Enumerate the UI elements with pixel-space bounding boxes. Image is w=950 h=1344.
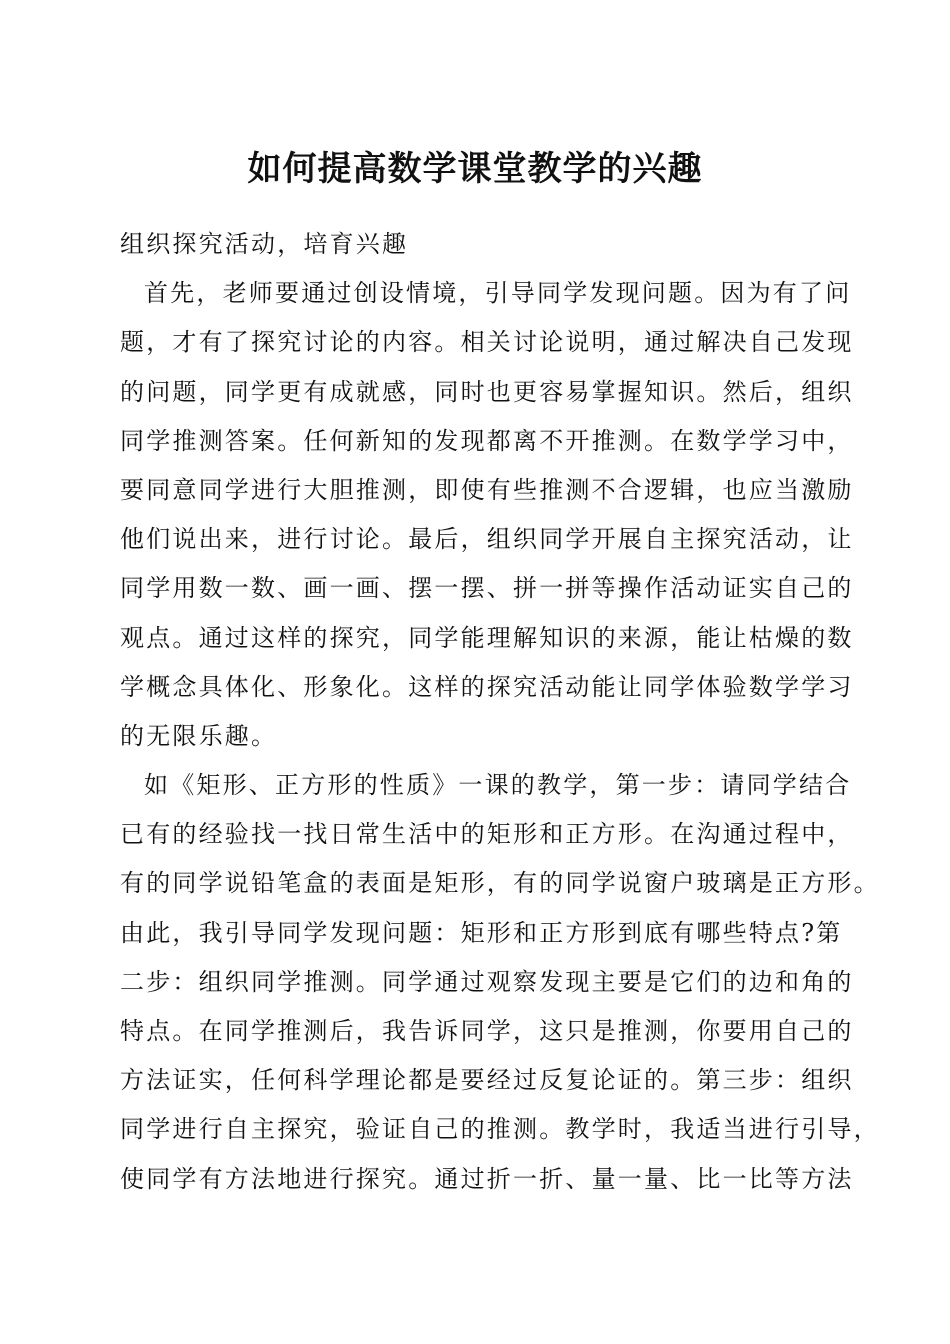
text-line: 如《矩形、正方形的性质》一课的教学，第一步：请同学结合 bbox=[144, 771, 852, 800]
text-line: 首先，老师要通过创设情境，引导同学发现问题。因为有了问 bbox=[144, 279, 852, 308]
text-line: 二步：组织同学推测。同学通过观察发现主要是它们的边和角的 bbox=[120, 967, 854, 996]
text-line: 要同意同学进行大胆推测，即使有些推测不合逻辑，也应当激励 bbox=[120, 475, 854, 504]
text-line: 方法证实，任何科学理论都是要经过反复论证的。第三步：组织 bbox=[120, 1066, 854, 1095]
text-line: 同学进行自主探究，验证自己的推测。教学时，我适当进行引导， bbox=[120, 1115, 880, 1144]
document-body bbox=[120, 220, 880, 1204]
text-line: 由此，我引导同学发现问题：矩形和正方形到底有哪些特点?第 bbox=[120, 918, 843, 947]
text-line: 题，才有了探究讨论的内容。相关讨论说明，通过解决自己发现 bbox=[120, 328, 854, 357]
text-line: 已有的经验找一找日常生活中的矩形和正方形。在沟通过程中， bbox=[120, 820, 854, 849]
text-line: 他们说出来，进行讨论。最后，组织同学开展自主探究活动，让 bbox=[120, 525, 854, 554]
text-line: 同学用数一数、画一画、摆一摆、拼一拼等操作活动证实自己的 bbox=[120, 574, 854, 603]
text-line: 的无限乐趣。 bbox=[120, 721, 278, 750]
text-line: 特点。在同学推测后，我告诉同学，这只是推测，你要用自己的 bbox=[120, 1017, 854, 1045]
text-line: 有的同学说铅笔盒的表面是矩形，有的同学说窗户玻璃是正方形。 bbox=[120, 869, 880, 898]
text-line: 同学推测答案。任何新知的发现都离不开推测。在数学学习中， bbox=[120, 426, 854, 455]
text-line: 使同学有方法地进行探究。通过折一折、量一量、比一比等方法 bbox=[120, 1164, 854, 1193]
text-line: 的问题，同学更有成就感，同时也更容易掌握知识。然后，组织 bbox=[120, 377, 854, 406]
text-line: 观点。通过这样的探究，同学能理解知识的来源，能让枯燥的数 bbox=[120, 623, 854, 652]
section-heading: 组织探究活动，培育兴趣 bbox=[120, 230, 409, 258]
text-line: 学概念具体化、形象化。这样的探究活动能让同学体验数学学习 bbox=[120, 672, 854, 701]
document-title: 如何提高数学课堂教学的兴趣 bbox=[247, 149, 703, 189]
